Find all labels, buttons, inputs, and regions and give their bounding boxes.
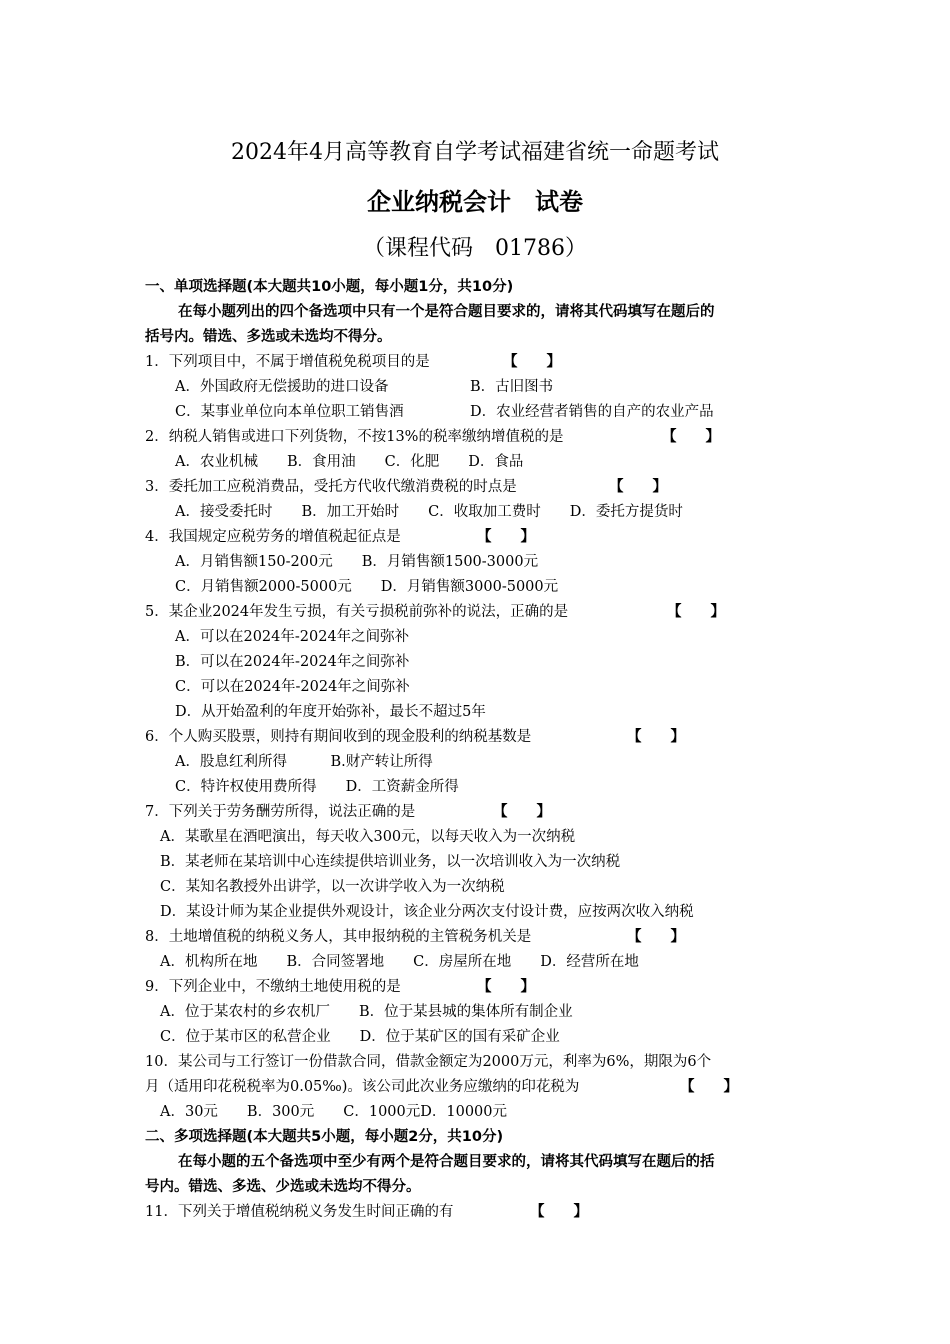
section1-heading: 一、单项选择题(本大题共10小题，每小题1分，共10分) [145, 279, 514, 295]
question-1-option-b: B．古旧图书 [470, 379, 554, 395]
course-name: 企业纳税会计 试卷 [367, 188, 583, 216]
question-6-options-ab: A．股息红利所得 B.财产转让所得 [175, 754, 433, 770]
question-7-stem: 7．下列关于劳务酬劳所得，说法正确的是 [145, 804, 416, 820]
question-4-options-cd: C．月销售额2000-5000元 D．月销售额3000-5000元 [175, 579, 559, 595]
question-2-stem: 2．纳税人销售或进口下列货物，不按13%的税率缴纳增值税的是 [145, 429, 564, 445]
question-8-options: A．机构所在地 B．合同签署地 C．房屋所在地 D．经营所在地 [160, 954, 639, 970]
question-1-option-c: C．某事业单位向本单位职工销售酒 [175, 404, 404, 420]
question-10-options: A．30元 B．300元 C．1000元D．10000元 [160, 1104, 508, 1120]
course-code: （课程代码 01786） [363, 236, 587, 261]
question-9-options-ab: A．位于某农村的乡农机厂 B．位于某县城的集体所有制企业 [160, 1004, 573, 1020]
question-5-option-d: D．从开始盈利的年度开始弥补，最长不超过5年 [175, 704, 486, 720]
question-1-option-a: A．外国政府无偿援助的进口设备 [175, 379, 389, 395]
question-1-stem: 1．下列项目中，不属于增值税免税项目的是 [145, 354, 430, 370]
answer-bracket-8: 【 】 [627, 929, 685, 945]
answer-bracket-7: 【 】 [493, 804, 551, 820]
question-10-stem-cont: 月（适用印花税税率为0.05‰)。该公司此次业务应缴纳的印花税为 [145, 1079, 580, 1095]
question-11-stem: 11．下列关于增值税纳税义务发生时间正确的有 [145, 1204, 454, 1220]
answer-bracket-1: 【 】 [503, 354, 561, 370]
question-2-options: A．农业机械 B．食用油 C．化肥 D．食品 [175, 454, 524, 470]
answer-bracket-3: 【 】 [609, 479, 667, 495]
question-5-option-c: C．可以在2024年-2024年之间弥补 [175, 679, 410, 695]
question-7-option-b: B．某老师在某培训中心连续提供培训业务，以一次培训收入为一次纳税 [160, 854, 621, 870]
question-9-options-cd: C．位于某市区的私营企业 D．位于某矿区的国有采矿企业 [160, 1029, 560, 1045]
question-5-option-b: B．可以在2024年-2024年之间弥补 [175, 654, 410, 670]
exam-title: 2024年4月高等教育自学考试福建省统一命题考试 [231, 140, 719, 165]
question-7-option-a: A．某歌星在酒吧演出，每天收入300元，以每天收入为一次纳税 [160, 829, 576, 845]
question-8-stem: 8．土地增值税的纳税义务人，其申报纳税的主管税务机关是 [145, 929, 532, 945]
question-6-options-cd: C．特许权使用费所得 D．工资薪金所得 [175, 779, 459, 795]
answer-bracket-6: 【 】 [627, 729, 685, 745]
question-3-options: A．接受委托时 B．加工开始时 C．收取加工费时 D．委托方提货时 [175, 504, 683, 520]
answer-bracket-5: 【 】 [667, 604, 725, 620]
question-3-stem: 3．委托加工应税消费品，受托方代收代缴消费税的时点是 [145, 479, 517, 495]
section2-instructions: 在每小题的五个备选项中至少有两个是符合题目要求的，请将其代码填写在题后的括 [178, 1154, 715, 1170]
question-7-option-c: C．某知名教授外出讲学，以一次讲学收入为一次纳税 [160, 879, 505, 895]
answer-bracket-2: 【 】 [662, 429, 720, 445]
section1-instructions-cont: 括号内。错选、多选或未选均不得分。 [145, 329, 392, 345]
question-4-stem: 4．我国规定应税劳务的增值税起征点是 [145, 529, 401, 545]
section2-heading: 二、多项选择题(本大题共5小题，每小题2分，共10分) [145, 1129, 504, 1145]
section1-instructions: 在每小题列出的四个备选项中只有一个是符合题目要求的，请将其代码填写在题后的 [178, 304, 715, 320]
question-1-option-d: D．农业经营者销售的自产的农业产品 [470, 404, 714, 420]
question-7-option-d: D．某设计师为某企业提供外观设计，该企业分两次支付设计费，应按两次收入纳税 [160, 904, 694, 920]
answer-bracket-11: 【 】 [530, 1204, 588, 1220]
section2-instructions-cont: 号内。错选、多选、少选或未选均不得分。 [145, 1179, 421, 1195]
answer-bracket-9: 【 】 [477, 979, 535, 995]
question-5-option-a: A．可以在2024年-2024年之间弥补 [175, 629, 410, 645]
answer-bracket-10: 【 】 [680, 1079, 738, 1095]
question-6-stem: 6．个人购买股票，则持有期间收到的现金股利的纳税基数是 [145, 729, 532, 745]
question-4-options-ab: A．月销售额150-200元 B．月销售额1500-3000元 [175, 554, 539, 570]
question-9-stem: 9．下列企业中，不缴纳土地使用税的是 [145, 979, 401, 995]
answer-bracket-4: 【 】 [477, 529, 535, 545]
question-5-stem: 5．某企业2024年发生亏损，有关亏损税前弥补的说法，正确的是 [145, 604, 569, 620]
question-10-stem: 10．某公司与工行签订一份借款合同，借款金额定为2000万元，利率为6%，期限为6个 [145, 1054, 712, 1070]
